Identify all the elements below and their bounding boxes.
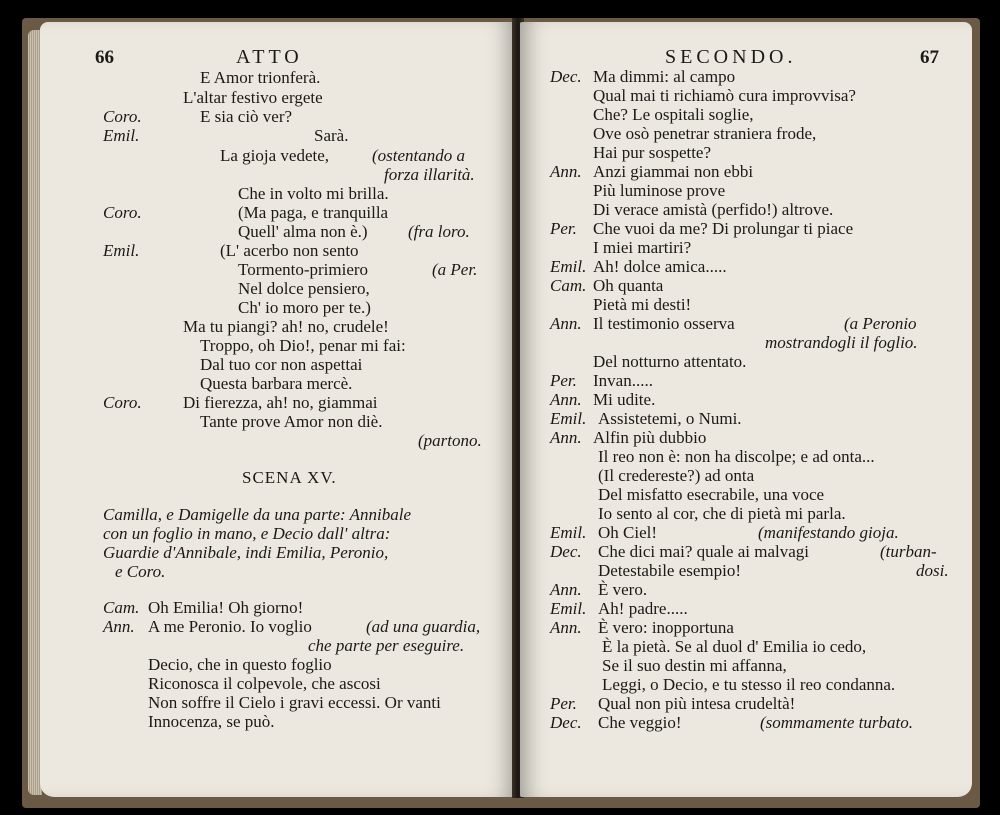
speaker: Ann. [103, 617, 135, 636]
verse-line: Io sento al cor, che di pietà mi parla. [598, 504, 846, 523]
stage-direction: (a Per. [432, 260, 478, 279]
speaker: Coro. [103, 393, 142, 412]
speaker: Ann. [550, 162, 582, 181]
verse-line: Innocenza, se può. [148, 712, 275, 731]
verse-line: Riconosca il colpevole, che ascosi [148, 674, 381, 693]
verse-line: Di verace amistà (perfido!) altrove. [593, 200, 834, 219]
stage-direction: (manifestando gioja. [758, 523, 899, 542]
verse-line: Leggi, o Decio, e tu stesso il reo condanna. [602, 675, 896, 694]
speaker: Dec. [550, 67, 582, 86]
speaker: Emil. [550, 523, 587, 542]
verse-line: Tormento-primiero [238, 260, 369, 279]
speaker: Ann. [550, 390, 582, 409]
speaker: Emil. [550, 257, 587, 276]
verse-line: L'altar festivo ergete [183, 88, 323, 107]
verse-line: Ah! dolce amica..... [593, 257, 727, 276]
verse-line: Ove osò penetrar straniera frode, [593, 124, 817, 143]
verse-line: Che in volto mi brilla. [238, 184, 389, 203]
verse-line: Detestabile esempio! [598, 561, 742, 580]
speaker: Ann. [550, 580, 582, 599]
right-page [520, 22, 972, 797]
verse-line: Quell' alma non è.) [238, 222, 368, 241]
left-page [40, 22, 515, 797]
verse-line: Assistetemi, o Numi. [598, 409, 742, 428]
speaker: Cam. [550, 276, 587, 295]
verse-line: Tante prove Amor non diè. [200, 412, 383, 431]
speaker: Ann. [550, 618, 582, 637]
speaker: Per. [550, 219, 577, 238]
stage-direction: (fra loro. [408, 222, 470, 241]
verse-line: Che vuoi da me? Di prolungar ti piace [593, 219, 854, 238]
verse-line: Sarà. [314, 126, 349, 145]
verse-line: Troppo, oh Dio!, penar mi fai: [200, 336, 406, 355]
verse-line: (Il credereste?) ad onta [598, 466, 755, 485]
verse-line: Mi udite. [593, 390, 656, 409]
verse-line: Del misfatto esecrabile, una voce [598, 485, 825, 504]
verse-line: Se il suo destin mi affanna, [602, 656, 787, 675]
stage-direction: (turban- [880, 542, 937, 561]
verse-line: Il testimonio osserva [593, 314, 735, 333]
speaker: Cam. [103, 598, 140, 617]
verse-line: Oh Emilia! Oh giorno! [148, 598, 304, 617]
verse-line: Invan..... [593, 371, 653, 390]
scene-direction-line: e Coro. [115, 562, 166, 581]
scene-direction-line: Guardie d'Annibale, indi Emilia, Peronio, [103, 543, 389, 562]
verse-line: Del notturno attentato. [593, 352, 747, 371]
stage-direction: forza illarità. [384, 165, 475, 184]
speaker: Per. [550, 694, 577, 713]
stage-direction: mostrandogli il foglio. [765, 333, 918, 352]
verse-line: (Ma paga, e tranquilla [238, 203, 389, 222]
verse-line: Ch' io moro per te.) [238, 298, 371, 317]
verse-line: È la pietà. Se al duol d' Emilia io cedo, [602, 637, 867, 656]
verse-line: Non soffre il Cielo i gravi eccessi. Or vanti [148, 693, 441, 712]
speaker: Emil. [103, 126, 140, 145]
page-number-right: 67 [920, 47, 939, 68]
stage-direction: dosi. [916, 561, 949, 580]
verse-line: Che? Le ospitali soglie, [593, 105, 754, 124]
verse-line: E Amor trionferà. [200, 68, 321, 87]
stage-direction: (ostentando a [372, 146, 466, 165]
verse-line: Di fierezza, ah! no, giammai [183, 393, 378, 412]
verse-line: È vero. [598, 580, 648, 599]
stage-direction: (partono. [418, 431, 482, 450]
verse-line: Oh quanta [593, 276, 664, 295]
verse-line: E sia ciò ver? [200, 107, 293, 126]
speaker: Coro. [103, 203, 142, 222]
verse-line: La gioja vedete, [220, 146, 330, 165]
scene-direction-line: Camilla, e Damigelle da una parte: Annibale [103, 505, 412, 524]
verse-line: Nel dolce pensiero, [238, 279, 370, 298]
speaker: Emil. [550, 599, 587, 618]
stage-direction: (ad una guardia, [366, 617, 481, 636]
speaker: Coro. [103, 107, 142, 126]
verse-line: A me Peronio. Io voglio [148, 617, 312, 636]
verse-line: Oh Ciel! [598, 523, 658, 542]
scene-direction-line: con un foglio in mano, e Decio dall' altra: [103, 524, 391, 543]
verse-line: Dal tuo cor non aspettai [200, 355, 363, 374]
verse-line: Che veggio! [598, 713, 682, 732]
scene-title: SCENA XV. [242, 468, 337, 487]
speaker: Per. [550, 371, 577, 390]
verse-line: Che dici mai? quale ai malvagi [598, 542, 810, 561]
verse-line: Il reo non è: non ha discolpe; e ad onta... [598, 447, 875, 466]
verse-line: Questa barbara mercè. [200, 374, 353, 393]
speaker: Ann. [550, 314, 582, 333]
speaker: Dec. [550, 542, 582, 561]
running-head-left: ATTO [236, 46, 303, 68]
speaker: Ann. [550, 428, 582, 447]
verse-line: Qual non più intesa crudeltà! [598, 694, 796, 713]
verse-line: Ma dimmi: al campo [593, 67, 736, 86]
verse-line: (L' acerbo non sento [220, 241, 359, 260]
verse-line: Alfin più dubbio [593, 428, 707, 447]
speaker: Emil. [550, 409, 587, 428]
verse-line: Decio, che in questo foglio [148, 655, 332, 674]
speaker: Emil. [103, 241, 140, 260]
verse-line: Ah! padre..... [598, 599, 688, 618]
verse-line: Qual mai ti richiamò cura improvvisa? [593, 86, 856, 105]
stage-direction: (a Peronio [844, 314, 917, 333]
verse-line: Più luminose prove [593, 181, 726, 200]
verse-line: Ma tu piangi? ah! no, crudele! [183, 317, 389, 336]
stage-direction: (sommamente turbato. [760, 713, 913, 732]
speaker: Dec. [550, 713, 582, 732]
page-number-left: 66 [95, 47, 114, 68]
running-head-right: SECONDO. [665, 46, 797, 68]
verse-line: I miei martiri? [593, 238, 692, 257]
verse-line: È vero: inopportuna [598, 618, 734, 637]
verse-line: Anzi giammai non ebbi [593, 162, 754, 181]
verse-line: Pietà mi desti! [593, 295, 692, 314]
stage-direction: che parte per eseguire. [308, 636, 465, 655]
verse-line: Hai pur sospette? [593, 143, 712, 162]
